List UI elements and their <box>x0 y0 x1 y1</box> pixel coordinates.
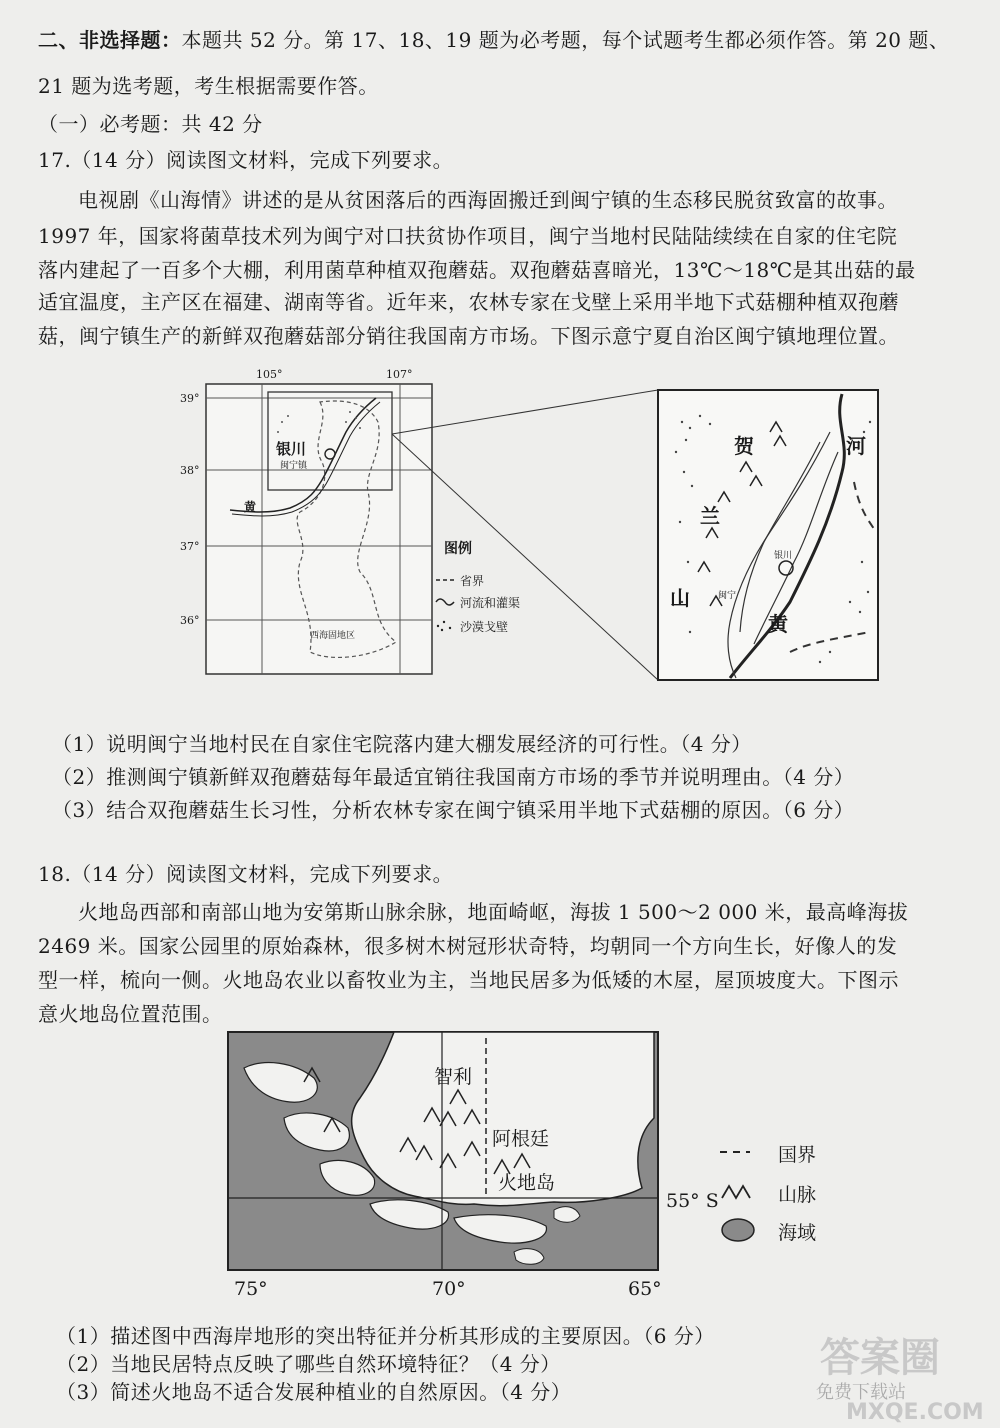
section-heading-rest: 本题共 52 分。第 17、18、19 题为必考题，每个试题考生都必须作答。第 20 题、 <box>181 28 950 52</box>
inset-city: 银川 <box>774 551 793 561</box>
section-sub: （一）必考题：共 42 分 <box>38 112 263 136</box>
q17-question-3: （3）结合双孢蘑菇生长习性，分析农林专家在闽宁镇采用半地下式菇棚的原因。（6 分） <box>52 798 855 822</box>
section-line-2: 21 题为选考题，考生根据需要作答。 <box>38 74 379 98</box>
legend-title: 图例 <box>444 541 472 557</box>
q18-para-line: 意火地岛位置范围。 <box>38 1002 223 1026</box>
lon-label: 107° <box>386 368 413 381</box>
legend-desert: 沙漠戈壁 <box>460 620 509 634</box>
country-argentina: 阿根廷 <box>492 1128 550 1150</box>
inset-river-2: 黄 <box>768 612 788 636</box>
q18-question-2: （2）当地民居特点反映了哪些自然环境特征？（4 分） <box>56 1352 561 1376</box>
legend-river: 河流和灌渠 <box>460 596 521 610</box>
inset-mountain-1: 贺 <box>734 434 754 458</box>
section-heading: 二、非选择题： <box>38 28 182 52</box>
island-label: 火地岛 <box>498 1172 556 1194</box>
q17-question-2: （2）推测闽宁镇新鲜双孢蘑菇每年最适宜销往我国南方市场的季节并说明理由。（4 分） <box>52 765 855 789</box>
legend-border: 国界 <box>778 1144 817 1166</box>
q17-para-line: 菇，闽宁镇生产的新鲜双孢蘑菇部分销往我国南方市场。下图示意宁夏自治区闽宁镇地理位置。 <box>38 324 899 348</box>
lat-label: 39° <box>180 392 200 405</box>
lon-label-75: 75° <box>234 1278 268 1300</box>
q18-para-line: 火地岛西部和南部山地为安第斯山脉余脉，地面崎岖，海拔 1 500～2 000 米，最高峰海拔 <box>78 900 909 924</box>
river-label: 黄 <box>244 500 257 514</box>
lat-label: 36° <box>180 614 200 627</box>
lon-label: 105° <box>256 368 283 381</box>
legend-sea: 海域 <box>778 1222 817 1244</box>
inset-town: 闽宁 <box>718 591 737 601</box>
legend-boundary: 省界 <box>460 574 485 588</box>
q18-question-3: （3）简述火地岛不适合发展种植业的自然原因。（4 分） <box>56 1380 572 1404</box>
fuego-map <box>224 1028 844 1308</box>
q18-para-line: 2469 米。国家公园里的原始森林，很多树木树冠形状奇特，均朝同一个方向生长，好像人的发 <box>38 934 898 958</box>
inset-mountain-3: 山 <box>670 586 690 610</box>
inset-river-1: 河 <box>846 434 866 458</box>
lat-label: 38° <box>180 464 200 477</box>
inset-mountain-2: 兰 <box>700 504 720 528</box>
lat-label: 37° <box>180 540 200 553</box>
lon-label-65: 65° <box>628 1278 662 1300</box>
town-label: 闽宁镇 <box>280 461 308 471</box>
section-header <box>38 26 949 54</box>
city-label: 银川 <box>276 440 307 458</box>
q17-para-line: 适宜温度，主产区在福建、湖南等省。近年来，农林专家在戈壁上采用半地下式菇棚种植双孢蘑 <box>38 290 899 314</box>
q18-question-1: （1）描述图中西海岸地形的突出特征并分析其形成的主要原因。（6 分） <box>56 1324 715 1348</box>
ningxia-map <box>170 362 890 692</box>
watermark-domain: MXQE.COM <box>846 1400 984 1425</box>
q18-title: 18.（14 分）阅读图文材料，完成下列要求。 <box>38 862 454 886</box>
q17-title: 17.（14 分）阅读图文材料，完成下列要求。 <box>38 148 454 172</box>
lon-label-70: 70° <box>432 1278 466 1300</box>
ningxia-map-svg <box>170 362 890 692</box>
q17-question-1: （1）说明闽宁当地村民在自家住宅院落内建大棚发展经济的可行性。（4 分） <box>52 732 752 756</box>
lat-label-55s: 55° S <box>666 1190 719 1212</box>
q17-para-line: 1997 年，国家将菌草技术列为闽宁对口扶贫协作项目，闽宁当地村民陆陆续续在自家的住宅院 <box>38 224 898 248</box>
watermark-logo: 答案圈 <box>820 1335 940 1381</box>
country-chile: 智利 <box>434 1066 473 1088</box>
q17-para-line: 电视剧《山海情》讲述的是从贫困落后的西海固搬迁到闽宁镇的生态移民脱贫致富的故事。 <box>78 188 898 212</box>
watermark-text: 免费下载站 <box>816 1382 906 1403</box>
q18-para-line: 型一样，梳向一侧。火地岛农业以畜牧业为主，当地民居多为低矮的木屋，屋顶坡度大。下图示 <box>38 968 899 992</box>
q17-para-line: 落内建起了一百多个大棚，利用菌草种植双孢蘑菇。双孢蘑菇喜暗光，13℃～18℃是其出菇的最 <box>38 258 916 282</box>
region-label: 西海固地区 <box>310 631 356 641</box>
legend-mountain: 山脉 <box>778 1184 817 1206</box>
